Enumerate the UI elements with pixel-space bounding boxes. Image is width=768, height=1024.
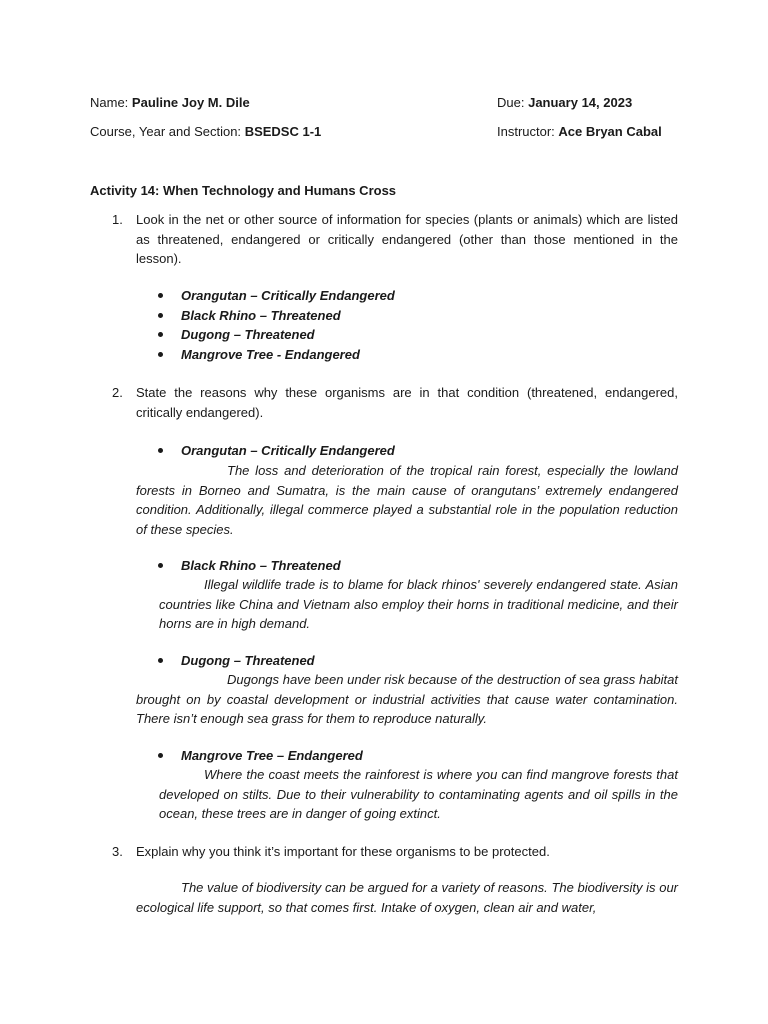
- course-label: Course, Year and Section:: [90, 124, 242, 139]
- q1-item: Orangutan – Critically Endangered: [181, 288, 395, 303]
- course-line: [90, 122, 321, 142]
- instructor-line: [497, 122, 662, 142]
- bullet: [158, 313, 163, 318]
- q2-item-body: Illegal wildlife trade is to blame for black rhinos' severely endangered state. Asian countries like China and Vietnam also employ their horns in traditional medicine, and their horns are in high demand.: [159, 577, 678, 631]
- due-line: [497, 93, 632, 113]
- q1-item: Black Rhino – Threatened: [181, 308, 341, 323]
- q2-text: State the reasons why these organisms are in that condition (threatened, endangered, critically endangered).: [136, 385, 678, 420]
- q2-item-body: The loss and deterioration of the tropical rain forest, especially the lowland forests in Borneo and Sumatra, is the main cause of orangutans’ extremely endangered condition. Additionally, illegal commerce played a substantial role in the population reduction of these species.: [136, 463, 678, 537]
- q2-item-title: Mangrove Tree – Endangered: [181, 748, 363, 763]
- name-value: Pauline Joy M. Dile: [131, 95, 250, 110]
- bullet: [158, 448, 163, 453]
- q1-text: Look in the net or other source of information for species (plants or animals) which are listed as threatened, endangered or critically endangered (other than those mentioned in the lesson).: [136, 212, 678, 266]
- bullet: [158, 352, 163, 357]
- bullet: [158, 563, 163, 568]
- q2-item-title: Orangutan – Critically Endangered: [181, 443, 395, 458]
- bullet: [158, 332, 163, 337]
- q2-item-title: Dugong – Threatened: [181, 653, 315, 668]
- name-label: Name:: [90, 95, 129, 110]
- due-value: January 14, 2023: [528, 95, 633, 110]
- q3-number: 3.: [112, 844, 123, 859]
- instructor-value: Ace Bryan Cabal: [558, 124, 662, 139]
- course-value: BSEDSC 1-1: [244, 124, 322, 139]
- bullet: [158, 293, 163, 298]
- bullet: [158, 658, 163, 663]
- activity-title: Activity 14: When Technology and Humans Cross: [90, 183, 397, 198]
- q2-number: 2.: [112, 385, 123, 400]
- instructor-label: Instructor:: [497, 124, 555, 139]
- q1-item: Dugong – Threatened: [181, 327, 315, 342]
- q3-answer: The value of biodiversity can be argued for a variety of reasons. The biodiversity is our ecological life support, so that comes first. Intake of oxygen, clean air and water,: [136, 880, 678, 915]
- q2-item-body: Where the coast meets the rainforest is where you can find mangrove forests that developed on stilts. Due to their vulnerability to contaminating agents and oil spills in the ocean, these trees are in danger of going extinct.: [159, 767, 678, 821]
- name-line: [90, 93, 250, 113]
- due-label: Due:: [497, 95, 525, 110]
- bullet: [158, 753, 163, 758]
- q2-item-title: Black Rhino – Threatened: [181, 558, 341, 573]
- q3-text: Explain why you think it’s important for these organisms to be protected.: [136, 844, 550, 859]
- q1-item: Mangrove Tree - Endangered: [181, 347, 360, 362]
- q2-item-body: Dugongs have been under risk because of the destruction of sea grass habitat brought on by coastal development or industrial activities that cause water contamination. There isn’t enough sea grass for them to reproduce naturally.: [136, 672, 678, 726]
- q1-number: 1.: [112, 212, 123, 227]
